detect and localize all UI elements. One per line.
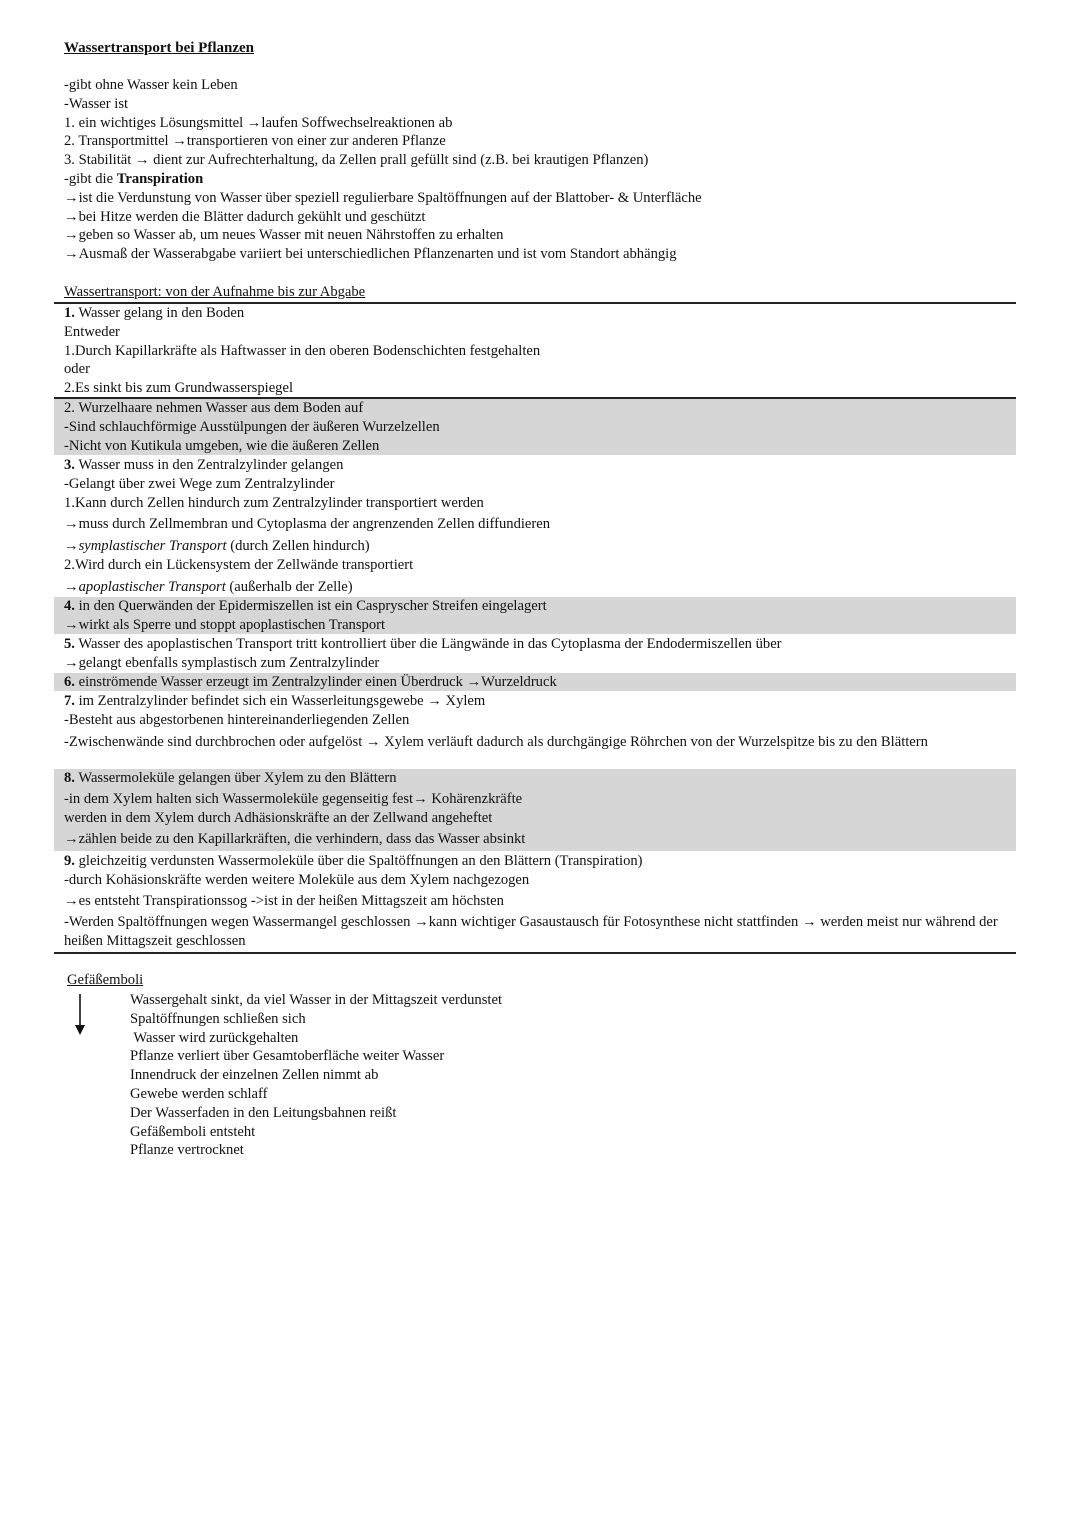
down-arrow-icon: [72, 994, 88, 1036]
bottom-rule: [54, 952, 1016, 954]
intro-line: →geben so Wasser ab, um neues Wasser mit neuen Nährstoffen zu erhalten: [64, 227, 504, 244]
step-9: [54, 852, 1016, 951]
step-title: Wasser des apoplastischen Transport tritt kontrolliert über die Längwände in das Cytoplasma der Endodermiszellen über: [74, 636, 782, 652]
step-line: 1.Durch Kapillarkräfte als Haftwasser in den oberen Bodenschichten festgehalten: [64, 342, 541, 359]
step-line: 2.Wird durch ein Lückensystem der Zellwände transportiert: [64, 556, 414, 573]
step-line: -Sind schlauchförmige Ausstülpungen der äußeren Wurzelzellen: [64, 418, 440, 435]
intro-line: →bei Hitze werden die Blätter dadurch gekühlt und geschützt: [64, 208, 426, 225]
embolie-item: Innendruck der einzelnen Zellen nimmt ab: [130, 1067, 379, 1084]
intro-line: 1. ein wichtiges Lösungsmittel →laufen Soffwechselreaktionen ab: [64, 114, 453, 131]
symplastic-term: →symplastischer Transport: [64, 538, 227, 555]
step-2: [54, 399, 1016, 455]
step-line: →wirkt als Sperre und stoppt apoplastischen Transport: [64, 616, 386, 633]
intro-line: →Ausmaß der Wasserabgabe variiert bei unterschiedlichen Pflanzenarten und ist vom Standort abhängig: [64, 246, 677, 263]
intro-line: 3. Stabilität → dient zur Aufrechterhaltung, da Zellen prall gefüllt sind (z.B. bei krautigen Pflanzen): [64, 152, 649, 169]
step-title: Wassermoleküle gelangen über Xylem zu den Blättern: [74, 770, 397, 786]
step-line: →es entsteht Transpirationssog ->ist in der heißen Mittagszeit am höchsten: [64, 892, 504, 909]
step-heading: [64, 456, 1016, 475]
step-8: [54, 769, 1016, 851]
step-number: 6.: [64, 674, 75, 690]
step-number: 5.: [64, 636, 75, 652]
step-line: -durch Kohäsionskräfte werden weitere Moleküle aus dem Xylem nachgezogen: [64, 871, 530, 888]
embolie-item: Spaltöffnungen schließen sich: [130, 1010, 306, 1027]
step-number: 7.: [64, 693, 75, 709]
step-line: -Zwischenwände sind durchbrochen oder aufgelöst → Xylem verläuft dadurch als durchgängige Röhrchen von der Wurzelspitze bis zu den Blättern: [64, 733, 928, 750]
intro-line: -Wasser ist: [64, 95, 129, 112]
embolie-list: [130, 991, 502, 1160]
step-7: [54, 692, 1016, 751]
step-line: -Besteht aus abgestorbenen hintereinanderliegenden Zellen: [64, 711, 410, 728]
step-line: →muss durch Zellmembran und Cytoplasma der angrenzenden Zellen diffundieren: [64, 516, 551, 533]
step-line: →gelangt ebenfalls symplastisch zum Zentralzylinder: [64, 654, 380, 671]
step-title: Wasser muss in den Zentralzylinder gelangen: [74, 457, 344, 473]
embolie-item: Wasser wird zurückgehalten: [130, 1029, 299, 1046]
embolie-item: Wassergehalt sinkt, da viel Wasser in der Mittagszeit verdunstet: [130, 992, 502, 1008]
step-5: [54, 635, 1016, 673]
step-title: einströmende Wasser erzeugt im Zentralzylinder einen Überdruck →Wurzeldruck: [74, 674, 557, 690]
page-title: Wassertransport bei Pflanzen: [64, 40, 254, 56]
step-line: oder: [64, 361, 90, 378]
step-heading: [64, 692, 1016, 711]
step-line: [64, 578, 1016, 597]
step-4: [54, 597, 1016, 634]
intro-section: [64, 76, 1014, 264]
step-number: 4.: [64, 598, 75, 614]
step-heading: [64, 769, 1016, 788]
step-text: (durch Zellen hindurch): [226, 538, 370, 555]
embolie-heading: Gefäßemboli: [67, 972, 144, 988]
step-number: 3.: [64, 457, 75, 473]
step-heading: [64, 852, 1016, 871]
step-heading: [64, 597, 1016, 616]
step-title: 2. Wurzelhaare nehmen Wasser aus dem Boden auf: [64, 400, 364, 416]
step-6: [54, 673, 1016, 691]
embolie-item: Pflanze vertrocknet: [130, 1142, 244, 1159]
step-line: -Gelangt über zwei Wege zum Zentralzylinder: [64, 475, 335, 492]
step-heading: [64, 635, 1016, 654]
step-1: [54, 304, 1016, 398]
step-title: in den Querwänden der Epidermiszellen ist ein Caspryscher Streifen eingelagert: [74, 598, 547, 614]
apoplastic-term: →apoplastischer Transport: [64, 578, 226, 595]
step-heading: [64, 304, 1016, 323]
section-heading: Wassertransport: von der Aufnahme bis zur Abgabe: [64, 284, 366, 300]
step-text: (außerhalb der Zelle): [225, 578, 353, 595]
embolie-item: Pflanze verliert über Gesamtoberfläche weiter Wasser: [130, 1048, 445, 1065]
step-line: Entweder: [64, 323, 120, 340]
embolie-item: Gefäßemboli entsteht: [130, 1123, 256, 1140]
step-number: 8.: [64, 770, 75, 786]
step-number: 9.: [64, 853, 75, 869]
step-heading: [64, 673, 1016, 692]
step-title: gleichzeitig verdunsten Wassermoleküle über die Spaltöffnungen an den Blättern (Transpiration): [74, 853, 643, 869]
step-line: -Nicht von Kutikula umgeben, wie die äußeren Zellen: [64, 437, 380, 454]
transpiration-term: Transpiration: [116, 170, 204, 187]
step-title: im Zentralzylinder befindet sich ein Wasserleitungsgewebe → Xylem: [74, 693, 486, 709]
step-title: Wasser gelang in den Boden: [74, 305, 245, 321]
step-line: 1.Kann durch Zellen hindurch zum Zentralzylinder transportiert werden: [64, 494, 484, 511]
step-3: [54, 456, 1016, 597]
intro-line: →ist die Verdunstung von Wasser über speziell regulierbare Spaltöffnungen auf der Blattober- & Unterfläche: [64, 189, 702, 206]
step-line: 2.Es sinkt bis zum Grundwasserspiegel: [64, 380, 294, 397]
embolie-item: Der Wasserfaden in den Leitungsbahnen reißt: [130, 1104, 397, 1121]
intro-line: [64, 170, 1014, 189]
intro-text: -gibt die: [64, 170, 117, 187]
step-line: -Werden Spaltöffnungen wegen Wassermangel geschlossen →kann wichtiger Gasaustausch für Fotosynthese nicht stattfinden → werden meist nur während der heißen Mittagszeit geschlossen: [64, 914, 998, 950]
step-line: werden in dem Xylem durch Adhäsionskräfte an der Zellwand angeheftet: [64, 809, 493, 826]
intro-line: 2. Transportmittel →transportieren von einer zur anderen Pflanze: [64, 133, 446, 150]
step-line: →zählen beide zu den Kapillarkräften, die verhindern, dass das Wasser absinkt: [64, 831, 526, 848]
step-number: 1.: [64, 305, 75, 321]
step-line: -in dem Xylem halten sich Wassermoleküle gegenseitig fest→ Kohärenzkräfte: [64, 790, 523, 807]
intro-line: -gibt ohne Wasser kein Leben: [64, 77, 238, 93]
embolie-item: Gewebe werden schlaff: [130, 1085, 268, 1102]
step-line: [64, 537, 1016, 556]
